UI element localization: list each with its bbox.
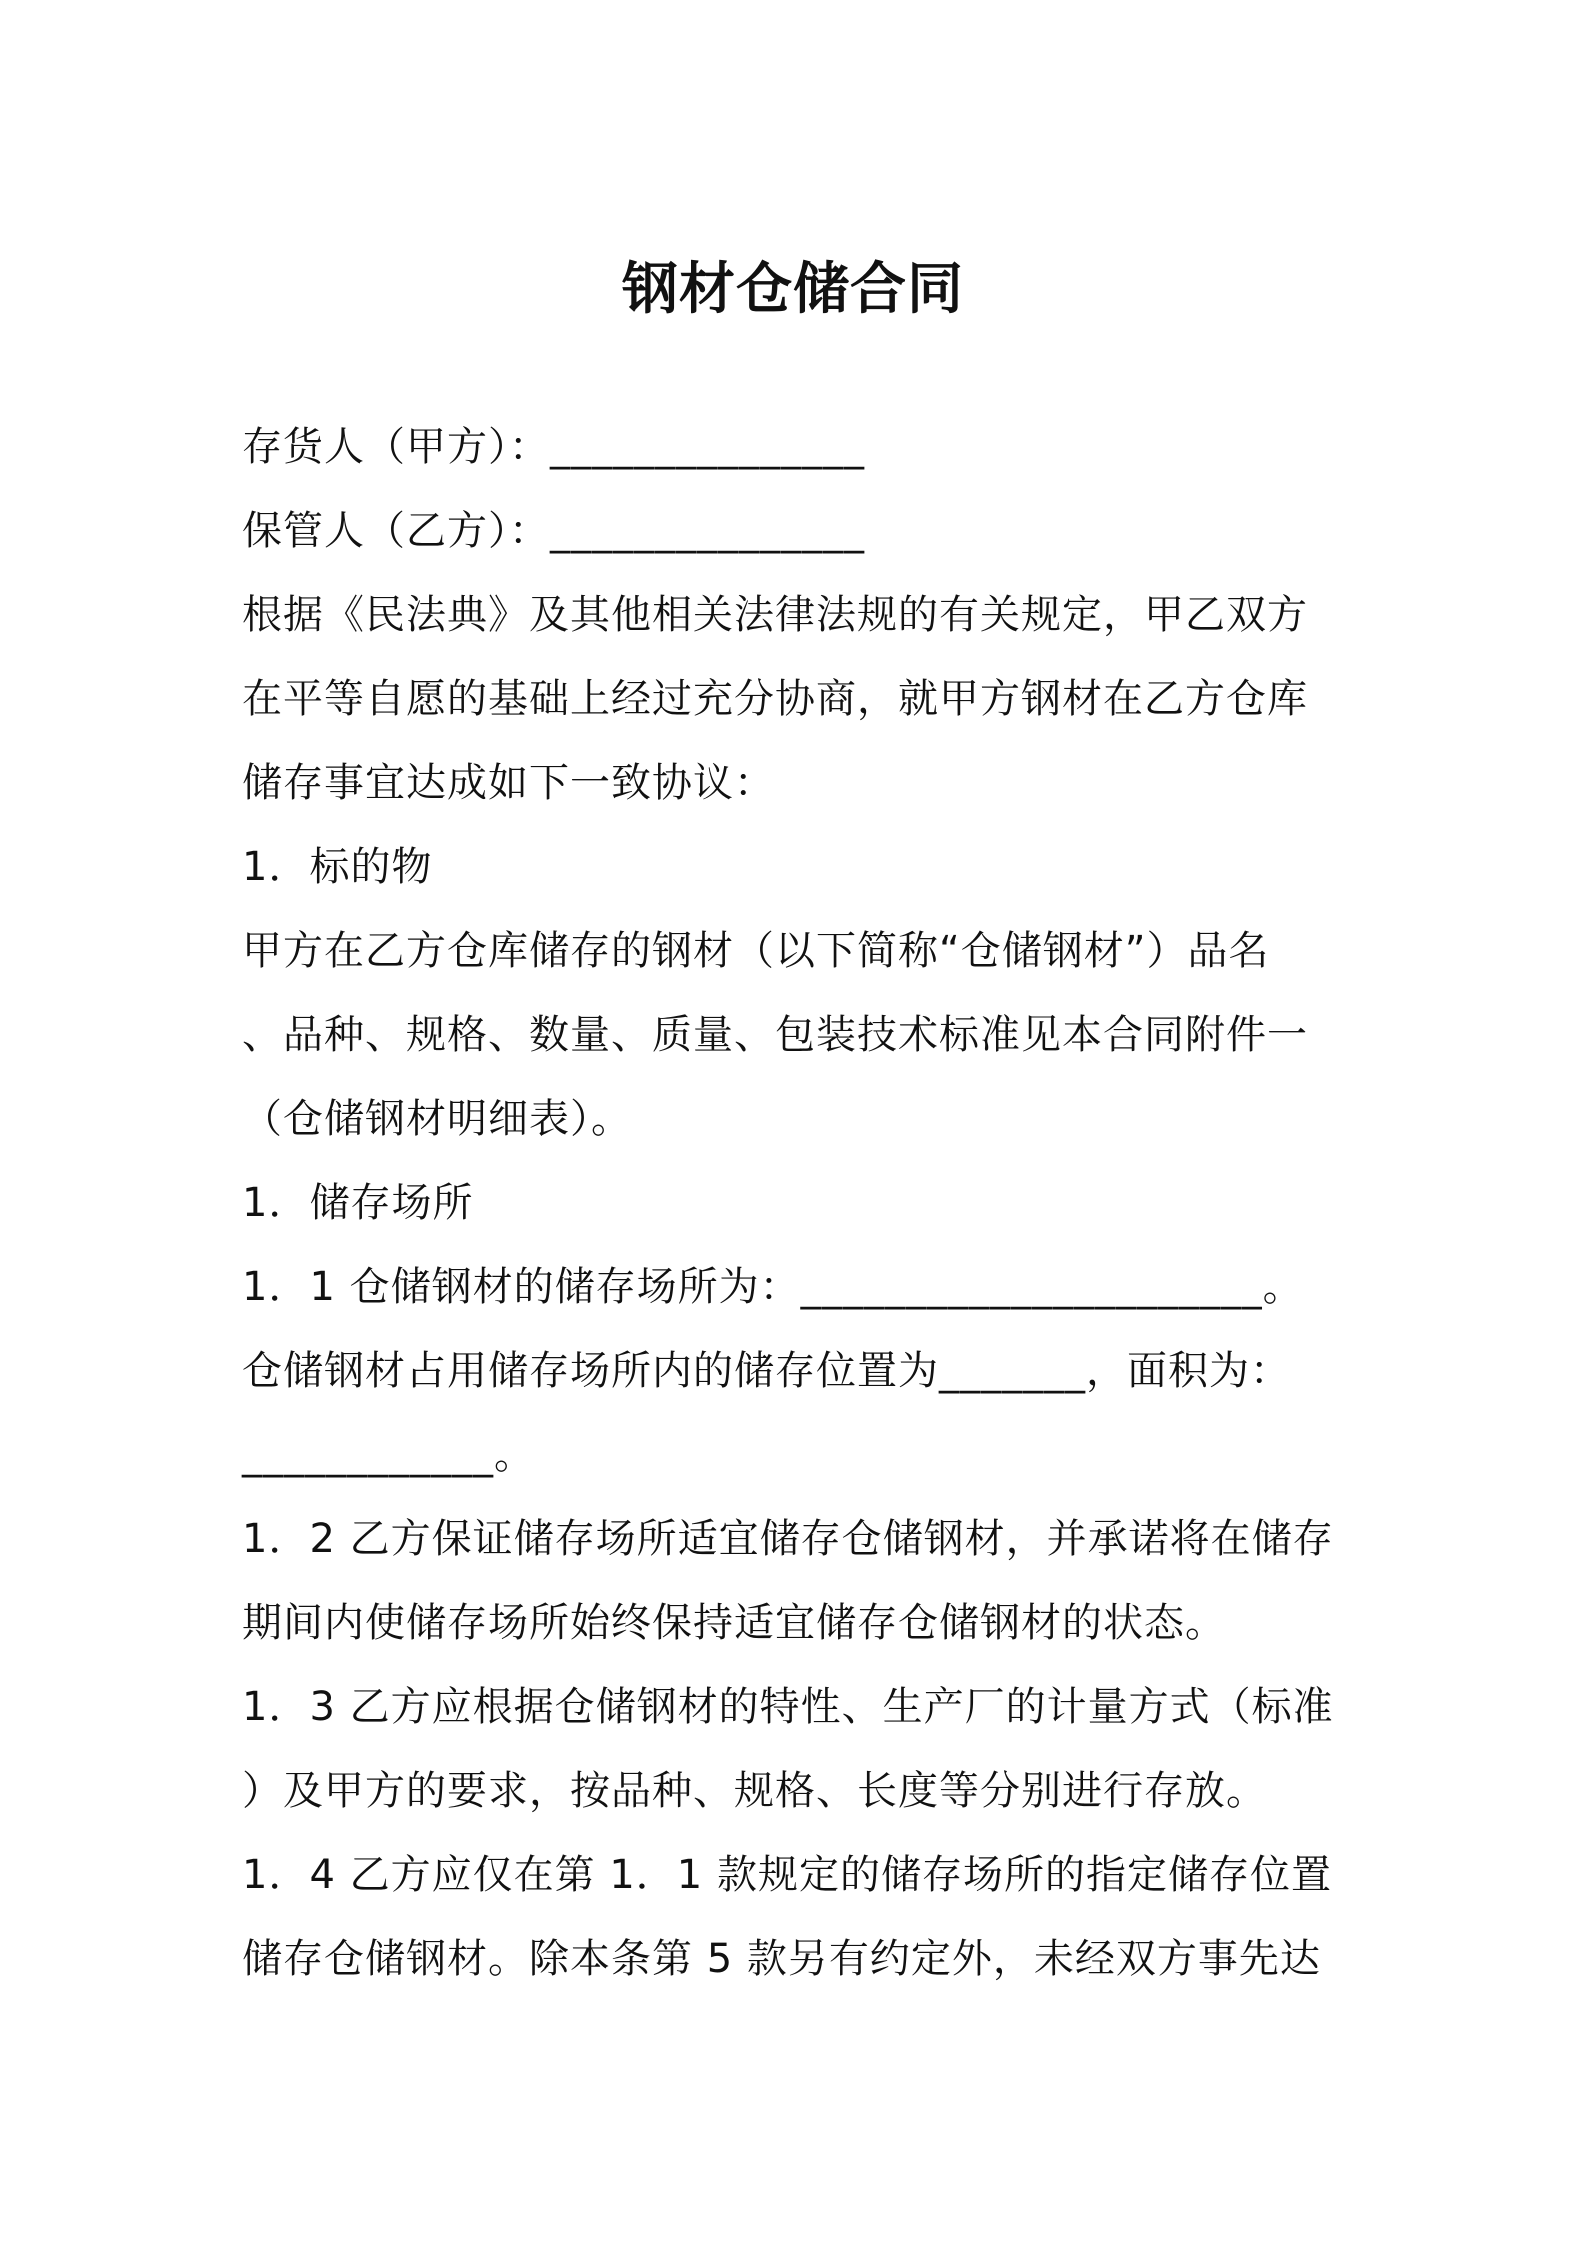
subject-paragraph-line-1: 甲方在乙方仓库储存的钢材（以下简称“仓储钢材”）品名: [242, 928, 1270, 974]
preamble-line-2: 在平等自愿的基础上经过充分协商，就甲方钢材在乙方仓库: [242, 676, 1308, 722]
clause-1-3-line-2: ）及甲方的要求，按品种、规格、长度等分别进行存放。: [242, 1768, 1267, 1814]
section-heading-storage-place: 1．储存场所: [242, 1180, 474, 1226]
preamble-line-3: 储存事宜达成如下一致协议：: [242, 760, 775, 806]
depositor-line: 存货人（甲方）：_______________: [242, 424, 865, 470]
contract-body: [242, 405, 1357, 2001]
clause-1-2-line-1: 1．2 乙方保证储存场所适宜储存仓储钢材，并承诺将在储存: [242, 1516, 1334, 1562]
preamble-line-1: 根据《民法典》及其他相关法律法规的有关规定，甲乙双方: [242, 592, 1308, 638]
clause-1-2-line-2: 期间内使储存场所始终保持适宜储存仓储钢材的状态。: [242, 1600, 1226, 1646]
clause-1-1-line-1: 1．1 仓储钢材的储存场所为：______________________。: [242, 1264, 1304, 1310]
custodian-line: 保管人（乙方）：_______________: [242, 508, 865, 554]
section-heading-subject: 1．标的物: [242, 844, 433, 890]
clause-1-3-line-1: 1．3 乙方应根据仓储钢材的特性、生产厂的计量方式（标准: [242, 1684, 1334, 1730]
clause-1-4-line-2: 储存仓储钢材。除本条第 5 款另有约定外，未经双方事先达: [242, 1936, 1321, 1982]
document-title: 钢材仓储合同: [622, 257, 964, 322]
subject-paragraph-line-3: （仓储钢材明细表）。: [242, 1096, 632, 1142]
clause-1-4-line-1: 1．4 乙方应仅在第 1．1 款规定的储存场所的指定储存位置: [242, 1852, 1332, 1898]
clause-1-1-line-3: ____________。: [242, 1432, 535, 1478]
clause-1-1-line-2: 仓储钢材占用储存场所内的储存位置为_______，面积为：: [242, 1348, 1291, 1394]
subject-paragraph-line-2: 、品种、规格、数量、质量、包装技术标准见本合同附件一: [242, 1012, 1308, 1058]
